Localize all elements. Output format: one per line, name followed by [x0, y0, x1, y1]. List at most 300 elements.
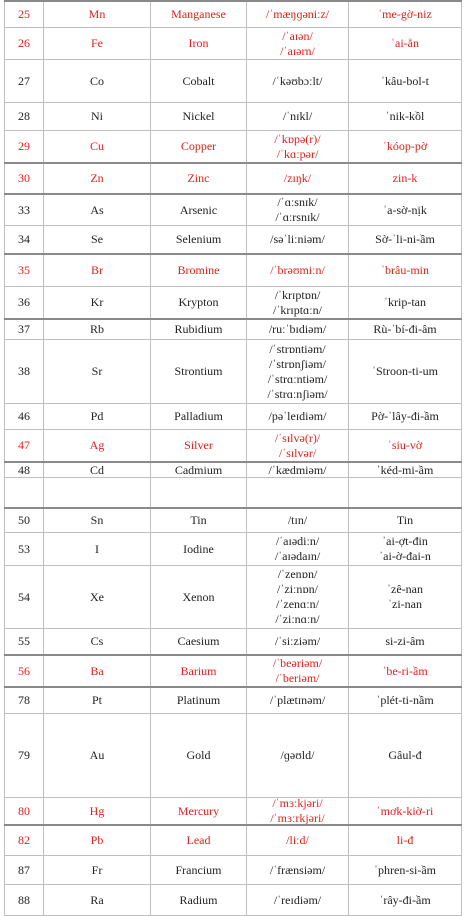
ipa-cell — [246, 856, 348, 884]
vietnamese-pronunciation-text: Rù-ˈbí-đi-âm — [373, 322, 437, 336]
vietnamese-pronunciation-cell — [348, 226, 462, 253]
vietnamese-pronunciation-cell — [348, 688, 462, 713]
symbol-cell — [43, 164, 150, 193]
symbol-cell — [43, 533, 150, 565]
ipa-text: /ˈfrænsiəm/ — [269, 862, 326, 877]
element-name-text: Caesium — [177, 634, 220, 648]
symbol-cell — [43, 28, 150, 59]
symbol-cell — [43, 463, 150, 477]
symbol-text: Ba — [90, 663, 104, 678]
atomic-number-cell — [4, 656, 43, 686]
atomic-number-cell — [4, 164, 43, 193]
ipa-cell — [246, 131, 348, 162]
vietnamese-pronunciation-text: si-zi-âm — [385, 634, 425, 648]
ipa-cell — [246, 885, 348, 915]
table-row — [4, 628, 462, 654]
element-pronunciation-table — [4, 0, 462, 916]
vietnamese-pronunciation-cell — [348, 566, 462, 628]
element-name-text: Zinc — [187, 171, 210, 185]
atomic-number-cell — [4, 404, 43, 429]
element-name-cell — [150, 131, 246, 162]
element-name-text: Manganese — [171, 7, 226, 21]
element-name-cell — [150, 885, 246, 915]
symbol-cell — [43, 2, 150, 27]
atomic-number-cell — [4, 826, 43, 855]
symbol-text: Ag — [89, 438, 105, 452]
atomic-number-cell — [4, 856, 43, 884]
symbol-cell — [43, 131, 150, 162]
ipa-cell — [246, 533, 348, 565]
ipa-cell — [246, 714, 348, 797]
atomic-number-text: 82 — [18, 833, 30, 847]
vietnamese-pronunciation-cell — [348, 255, 462, 286]
table-row — [4, 162, 462, 193]
atomic-number-text: 29 — [18, 139, 30, 153]
vietnamese-pronunciation-cell — [348, 287, 462, 318]
ipa-cell — [246, 60, 348, 102]
table-row — [4, 130, 462, 162]
symbol-text: Pb — [90, 833, 104, 847]
vietnamese-pronunciation-cell — [348, 340, 462, 403]
ipa-text: /ˈaɪərn/ — [280, 43, 315, 58]
element-name-text: Lead — [186, 833, 211, 847]
element-name-cell — [150, 60, 246, 102]
element-name-cell — [150, 714, 246, 797]
atomic-number-cell — [4, 629, 43, 654]
element-name-text: Palladium — [174, 409, 223, 423]
vietnamese-pronunciation-cell — [348, 131, 462, 162]
element-name-cell — [150, 340, 246, 403]
symbol-cell — [43, 688, 150, 713]
element-name-cell — [150, 566, 246, 628]
ipa-text: /ˈsɪlvər/ — [278, 445, 317, 460]
vietnamese-pronunciation-cell — [348, 856, 462, 884]
symbol-text: Ni — [91, 109, 103, 123]
ipa-cell — [246, 463, 348, 477]
atomic-number-cell — [4, 131, 43, 162]
vietnamese-pronunciation-cell — [348, 463, 462, 477]
symbol-cell — [43, 826, 150, 855]
atomic-number-text: 33 — [18, 202, 30, 217]
atomic-number-text: 30 — [18, 171, 30, 185]
ipa-text: /zɪŋk/ — [283, 171, 312, 185]
ipa-text: /ˈbeəriəm/ — [272, 656, 323, 670]
ipa-cell — [246, 28, 348, 59]
symbol-cell — [43, 856, 150, 884]
element-name-cell — [150, 226, 246, 253]
ipa-text: /ˈkɑːpər/ — [276, 146, 319, 161]
symbol-cell — [43, 629, 150, 654]
symbol-text: Fe — [91, 36, 103, 50]
atomic-number-cell — [4, 28, 43, 59]
atomic-number-text: 55 — [18, 634, 30, 648]
ipa-cell — [246, 798, 348, 824]
symbol-text: Br — [91, 263, 103, 277]
ipa-cell — [246, 255, 348, 286]
vietnamese-pronunciation-text: ˈbe-ri-ầm — [382, 663, 428, 678]
vietnamese-pronunciation-cell — [348, 2, 462, 27]
vietnamese-pronunciation-cell — [348, 320, 462, 339]
table-row — [4, 884, 462, 916]
ipa-cell — [246, 164, 348, 193]
atomic-number-text: 50 — [18, 513, 30, 527]
ipa-text: /ˈziːnɑːn/ — [275, 612, 320, 626]
ipa-cell — [246, 320, 348, 339]
vietnamese-pronunciation-cell — [348, 478, 462, 507]
symbol-text: Sr — [91, 364, 103, 378]
symbol-cell — [43, 60, 150, 102]
symbol-cell — [43, 255, 150, 286]
element-name-cell — [150, 856, 246, 884]
atomic-number-cell — [4, 320, 43, 339]
atomic-number-cell — [4, 478, 43, 507]
symbol-cell — [43, 287, 150, 318]
table-row — [4, 532, 462, 565]
atomic-number-text: 47 — [18, 438, 30, 452]
atomic-number-cell — [4, 885, 43, 915]
ipa-cell — [246, 340, 348, 403]
atomic-number-text: 36 — [18, 295, 30, 309]
element-name-text: Cobalt — [182, 73, 215, 88]
vietnamese-pronunciation-cell — [348, 404, 462, 429]
symbol-text: Zn — [90, 171, 104, 185]
symbol-text: Hg — [89, 803, 105, 818]
element-name-cell — [150, 195, 246, 225]
vietnamese-pronunciation-cell — [348, 656, 462, 686]
table-row — [4, 339, 462, 403]
symbol-cell — [43, 320, 150, 339]
ipa-cell — [246, 826, 348, 855]
vietnamese-pronunciation-cell — [348, 28, 462, 59]
element-name-cell — [150, 164, 246, 193]
atomic-number-text: 38 — [18, 364, 30, 378]
ipa-text: /ˈsɪlvə(r)/ — [274, 430, 321, 445]
table-row — [4, 193, 462, 225]
atomic-number-text: 37 — [18, 322, 30, 336]
table-row — [4, 253, 462, 286]
vietnamese-pronunciation-text: ˈai-ằn — [391, 36, 419, 50]
vietnamese-pronunciation-text: li-đ — [396, 833, 414, 847]
table-row — [4, 797, 462, 824]
ipa-text: /ˈreɪdiəm/ — [273, 892, 322, 907]
vietnamese-pronunciation-text: ˈkrip-tan — [384, 295, 426, 309]
table-row — [4, 286, 462, 318]
atomic-number-text: 78 — [18, 693, 30, 707]
symbol-text: Xe — [90, 589, 104, 604]
table-row — [4, 102, 462, 130]
element-name-text: Krypton — [178, 295, 219, 309]
symbol-cell — [43, 798, 150, 824]
symbol-cell — [43, 340, 150, 403]
atomic-number-text: 34 — [18, 232, 30, 246]
atomic-number-text: 80 — [18, 803, 30, 818]
element-name-text: Mercury — [177, 803, 220, 818]
atomic-number-cell — [4, 714, 43, 797]
vietnamese-pronunciation-text: ˈplét-ti-nầm — [376, 693, 434, 707]
element-name-cell — [150, 103, 246, 130]
ipa-text: /ˈkrɪptɑːn/ — [273, 302, 322, 317]
ipa-text: /ˈstrɑːntiəm/ — [267, 371, 328, 386]
ipa-cell — [246, 629, 348, 654]
ipa-text: /liːd/ — [286, 833, 309, 847]
element-name-cell — [150, 509, 246, 532]
element-name-cell — [150, 320, 246, 339]
atomic-number-text: 88 — [18, 892, 30, 907]
ipa-text: /ˈkɒpə(r)/ — [274, 131, 321, 146]
element-name-cell — [150, 287, 246, 318]
table-row — [4, 855, 462, 884]
table-row — [4, 713, 462, 797]
element-name-cell — [150, 404, 246, 429]
atomic-number-cell — [4, 798, 43, 824]
vietnamese-pronunciation-text: ˈkâu-bol-t — [381, 73, 429, 88]
symbol-text: Fr — [91, 862, 103, 877]
table-row — [4, 27, 462, 59]
atomic-number-cell — [4, 103, 43, 130]
atomic-number-text: 26 — [18, 36, 30, 50]
vietnamese-pronunciation-text: ˈStroon-ti-um — [372, 364, 438, 378]
atomic-number-cell — [4, 533, 43, 565]
vietnamese-pronunciation-text: Gâul-đ — [388, 748, 422, 762]
symbol-text: Pt — [91, 693, 102, 707]
symbol-cell — [43, 103, 150, 130]
atomic-number-text: 48 — [18, 462, 30, 477]
table-row — [4, 0, 462, 27]
vietnamese-pronunciation-cell — [348, 509, 462, 532]
element-name-cell — [150, 826, 246, 855]
ipa-cell — [246, 404, 348, 429]
ipa-text: /ˈkəʊbɔːlt/ — [272, 73, 323, 88]
vietnamese-pronunciation-text: ˈnik-kồl — [385, 109, 425, 123]
element-name-text: Arsenic — [179, 202, 218, 217]
ipa-text: /ˈstrɒnʃiəm/ — [269, 356, 326, 371]
element-name-cell — [150, 478, 246, 507]
element-name-text: Bromine — [177, 263, 220, 277]
element-name-text: Silver — [184, 438, 213, 452]
symbol-cell — [43, 509, 150, 532]
atomic-number-cell — [4, 2, 43, 27]
atomic-number-cell — [4, 287, 43, 318]
table-row — [4, 225, 462, 253]
symbol-cell — [43, 566, 150, 628]
ipa-text: /ˈaɪən/ — [282, 28, 313, 43]
vietnamese-pronunciation-text: ˈkóop-pờ — [382, 139, 428, 153]
element-name-text: Copper — [180, 139, 217, 153]
ipa-text: /ˈsiːziəm/ — [274, 634, 321, 648]
vietnamese-pronunciation-text: ˈbrâu-min — [381, 263, 429, 277]
symbol-cell — [43, 714, 150, 797]
vietnamese-pronunciation-text: ˈmơk-kiờ-ri — [376, 803, 434, 818]
ipa-cell — [246, 509, 348, 532]
ipa-cell — [246, 2, 348, 27]
atomic-number-text: 56 — [18, 663, 30, 678]
vietnamese-pronunciation-cell — [348, 60, 462, 102]
vietnamese-pronunciation-text: Tin — [396, 513, 414, 527]
atomic-number-cell — [4, 340, 43, 403]
vietnamese-pronunciation-cell — [348, 103, 462, 130]
table-row-empty — [4, 477, 462, 507]
symbol-text: Pd — [90, 409, 104, 423]
ipa-cell — [246, 430, 348, 461]
atomic-number-text: 54 — [18, 589, 30, 604]
ipa-text: /ˈstrɒntiəm/ — [269, 341, 326, 356]
symbol-text: Cu — [89, 139, 104, 153]
vietnamese-pronunciation-text: ˈphren-si-ầm — [374, 862, 436, 877]
vietnamese-pronunciation-text: ˈai-ợt-đin — [382, 534, 428, 548]
atomic-number-cell — [4, 566, 43, 628]
table-row — [4, 403, 462, 429]
vietnamese-pronunciation-text: ˈsiu-vờ — [387, 438, 423, 452]
vietnamese-pronunciation-cell — [348, 195, 462, 225]
atomic-number-cell — [4, 195, 43, 225]
ipa-cell — [246, 195, 348, 225]
element-name-text: Iron — [188, 36, 209, 50]
vietnamese-pronunciation-cell — [348, 714, 462, 797]
element-name-cell — [150, 629, 246, 654]
ipa-text: /ɡəʊld/ — [280, 748, 315, 762]
table-row — [4, 824, 462, 855]
atomic-number-text: 27 — [18, 73, 30, 88]
element-name-cell — [150, 2, 246, 27]
ipa-text: /ˈmɜːkjəri/ — [272, 796, 323, 810]
symbol-text: As — [90, 202, 104, 217]
table-row — [4, 507, 462, 532]
table-row — [4, 318, 462, 339]
symbol-cell — [43, 404, 150, 429]
symbol-text: Se — [91, 232, 103, 246]
ipa-text: /ˈbrəʊmiːn/ — [270, 263, 325, 277]
vietnamese-pronunciation-cell — [348, 629, 462, 654]
element-name-text: Gold — [186, 748, 211, 762]
symbol-text: I — [95, 541, 99, 556]
element-name-cell — [150, 463, 246, 477]
symbol-text: Rb — [89, 322, 104, 336]
ipa-cell — [246, 226, 348, 253]
symbol-text: Cd — [89, 462, 104, 477]
atomic-number-text: 28 — [18, 109, 30, 123]
vietnamese-pronunciation-cell — [348, 164, 462, 193]
atomic-number-text: 46 — [18, 409, 30, 423]
vietnamese-pronunciation-cell — [348, 826, 462, 855]
symbol-text: Kr — [90, 295, 104, 309]
ipa-text: /ˈziːnɒn/ — [277, 582, 318, 596]
ipa-cell — [246, 566, 348, 628]
ipa-text: /pəˈleɪdiəm/ — [268, 409, 327, 423]
ipa-text: /ˈɑːsnɪk/ — [277, 195, 318, 209]
atomic-number-text: 87 — [18, 862, 30, 877]
table-row — [4, 654, 462, 686]
element-name-text: Platinum — [176, 693, 221, 707]
ipa-text: /ˈɑːrsnɪk/ — [275, 210, 320, 224]
atomic-number-cell — [4, 60, 43, 102]
ipa-text: /tɪn/ — [287, 513, 308, 527]
vietnamese-pronunciation-text: ˈa-sờ-nịk — [383, 202, 427, 217]
ipa-text: /ˈaɪədiːn/ — [275, 534, 320, 548]
vietnamese-pronunciation-cell — [348, 798, 462, 824]
vietnamese-pronunciation-text: ˈzê-nan — [387, 582, 423, 596]
element-name-text: Nickel — [182, 109, 215, 123]
ipa-text: /səˈliːniəm/ — [270, 232, 325, 246]
element-name-text: Radium — [179, 892, 218, 907]
atomic-number-text: 53 — [18, 541, 30, 556]
ipa-text: /ˈnɪkl/ — [282, 109, 313, 123]
element-name-text: Xenon — [182, 589, 215, 604]
vietnamese-pronunciation-text: ˈzi-nan — [388, 597, 422, 611]
vietnamese-pronunciation-text: ˈme-gờ-niz — [378, 7, 432, 21]
element-name-text: Strontium — [174, 364, 223, 378]
atomic-number-text: 25 — [18, 7, 30, 21]
vietnamese-pronunciation-text: ˈrây-đi-ầm — [379, 892, 431, 907]
symbol-text: Sn — [90, 513, 104, 527]
ipa-text: /ˈaɪədaɪn/ — [274, 549, 321, 563]
vietnamese-pronunciation-text: Sờ-ˈli-ni-ầm — [375, 232, 435, 246]
ipa-text: /ruːˈbɪdiəm/ — [268, 322, 327, 336]
symbol-text: Co — [89, 73, 104, 88]
vietnamese-pronunciation-text: zin-k — [392, 171, 418, 185]
table-row — [4, 686, 462, 713]
vietnamese-pronunciation-text: Pờ-ˈlây-đi-ầm — [371, 409, 439, 423]
ipa-text: /ˈplætɪnəm/ — [269, 693, 326, 707]
atomic-number-cell — [4, 226, 43, 253]
symbol-text: Mn — [88, 7, 106, 21]
symbol-cell — [43, 656, 150, 686]
symbol-text: Au — [89, 748, 105, 762]
symbol-cell — [43, 885, 150, 915]
vietnamese-pronunciation-cell — [348, 885, 462, 915]
element-name-cell — [150, 688, 246, 713]
ipa-text: /ˈmɜːrkjəri/ — [270, 811, 325, 825]
element-name-cell — [150, 656, 246, 686]
element-name-text: Barium — [180, 663, 217, 678]
element-name-text: Francium — [175, 862, 222, 877]
symbol-text: Cs — [90, 634, 104, 648]
atomic-number-cell — [4, 255, 43, 286]
element-name-cell — [150, 798, 246, 824]
table-row — [4, 461, 462, 477]
ipa-cell — [246, 103, 348, 130]
ipa-cell — [246, 287, 348, 318]
symbol-cell — [43, 226, 150, 253]
atomic-number-cell — [4, 688, 43, 713]
element-name-text: Selenium — [175, 232, 222, 246]
table-row — [4, 59, 462, 102]
ipa-cell — [246, 688, 348, 713]
vietnamese-pronunciation-text: ˈkéd-mi-ầm — [376, 462, 434, 477]
element-name-cell — [150, 28, 246, 59]
vietnamese-pronunciation-text: ˈai-ờ-đai-n — [379, 549, 431, 563]
atomic-number-text: 35 — [18, 263, 30, 277]
ipa-text: /ˈmæŋɡəniːz/ — [265, 7, 330, 21]
vietnamese-pronunciation-cell — [348, 430, 462, 461]
ipa-text: /ˈkrɪptɒn/ — [274, 287, 321, 302]
symbol-cell — [43, 430, 150, 461]
ipa-cell — [246, 656, 348, 686]
element-name-cell — [150, 430, 246, 461]
symbol-text: Ra — [90, 892, 104, 907]
table-row — [4, 429, 462, 461]
ipa-text: /ˈzenɑːn/ — [276, 597, 319, 611]
element-name-text: Rubidium — [174, 322, 223, 336]
ipa-cell — [246, 478, 348, 507]
atomic-number-text: 79 — [18, 748, 30, 762]
ipa-text: /ˈzenɒn/ — [277, 567, 318, 581]
ipa-text: /ˈstrɑːnʃiəm/ — [267, 386, 328, 401]
ipa-text: /ˈkædmiəm/ — [268, 462, 327, 477]
atomic-number-cell — [4, 463, 43, 477]
atomic-number-cell — [4, 430, 43, 461]
symbol-cell — [43, 195, 150, 225]
element-name-text: Cadmium — [174, 462, 223, 477]
